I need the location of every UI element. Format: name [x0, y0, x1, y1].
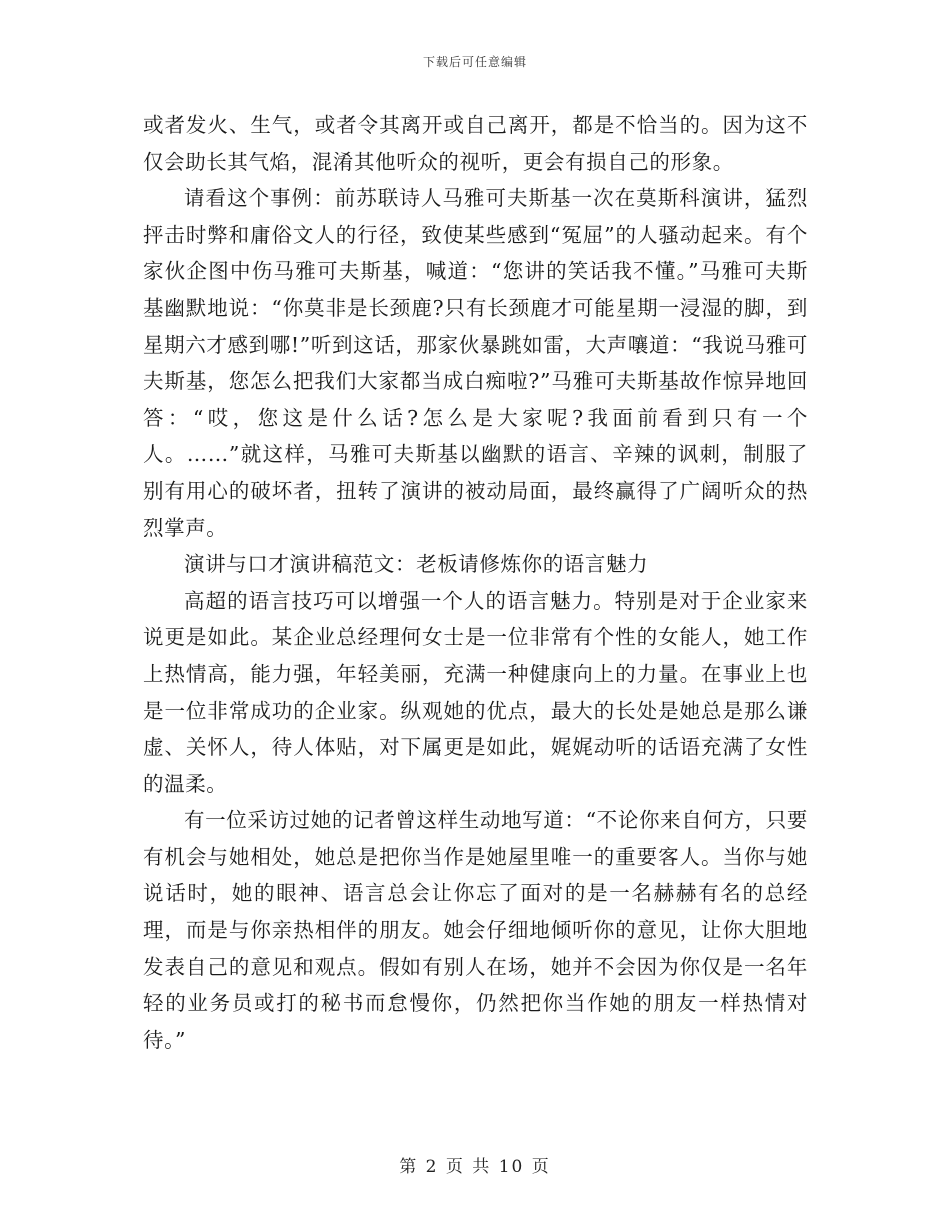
paragraph-1: 或者发火、生气，或者令其离开或自己离开，都是不恰当的。因为这不仅会助长其气焰，混淆其他听众的视听，更会有损自己的形象。 [143, 113, 808, 174]
paragraph-3: 高超的语言技巧可以增强一个人的语言魅力。特别是对于企业家来说更是如此。某企业总经理何女士是一位非常有个性的女能人，她工作上热情高，能力强，年轻美丽，充满一种健康向上的力量。在事业上也是一位非常成功的企业家。纵观她的优点，最大的长处是她总是那么谦虚、关怀人，待人体贴，对下属更是如此，娓娓动听的话语充满了女性的温柔。 [143, 588, 808, 796]
page-footer: 第 2 页 共 10 页 [399, 1157, 551, 1177]
document-body [143, 107, 808, 1058]
paragraph-4: 有一位采访过她的记者曾这样生动地写道：“不论你来自何方，只要有机会与她相处，她总是把你当作是她屋里唯一的重要客人。当你与她说话时，她的眼神、语言总会让你忘了面对的是一名赫赫有名的总经理，而是与你亲热相伴的朋友。她会仔细地倾听你的意见，让你大胆地发表自己的意见和观点。假如有别人在场，她并不会因为你仅是一名年轻的业务员或打的秘书而怠慢你，仍然把你当作她的朋友一样热情对待。” [143, 808, 808, 1052]
paragraph-2: 请看这个事例：前苏联诗人马雅可夫斯基一次在莫斯科演讲，猛烈抨击时弊和庸俗文人的行径，致使某些感到“冤屈”的人骚动起来。有个家伙企图中伤马雅可夫斯基，喊道：“您讲的笑话我不懂。”马雅可夫斯基幽默地说：“你莫非是长颈鹿?只有长颈鹿才可能星期一浸湿的脚，到星期六才感到哪!”听到这话，那家伙暴跳如雷，大声嚷道：“我说马雅可夫斯基，您怎么把我们大家都当成白痴啦?”马雅可夫斯基故作惊异地回答：“哎，您这是什么话?怎么是大家呢?我面前看到只有一个人。……”就这样，马雅可夫斯基以幽默的语言、辛辣的讽刺，制服了别有用心的破坏者，扭转了演讲的被动局面，最终赢得了广阔听众的热烈掌声。 [143, 186, 808, 540]
page-header: 下载后可任意编辑 [422, 55, 527, 69]
section-heading: 演讲与口才演讲稿范文：老板请修炼你的语言魅力 [184, 552, 649, 577]
